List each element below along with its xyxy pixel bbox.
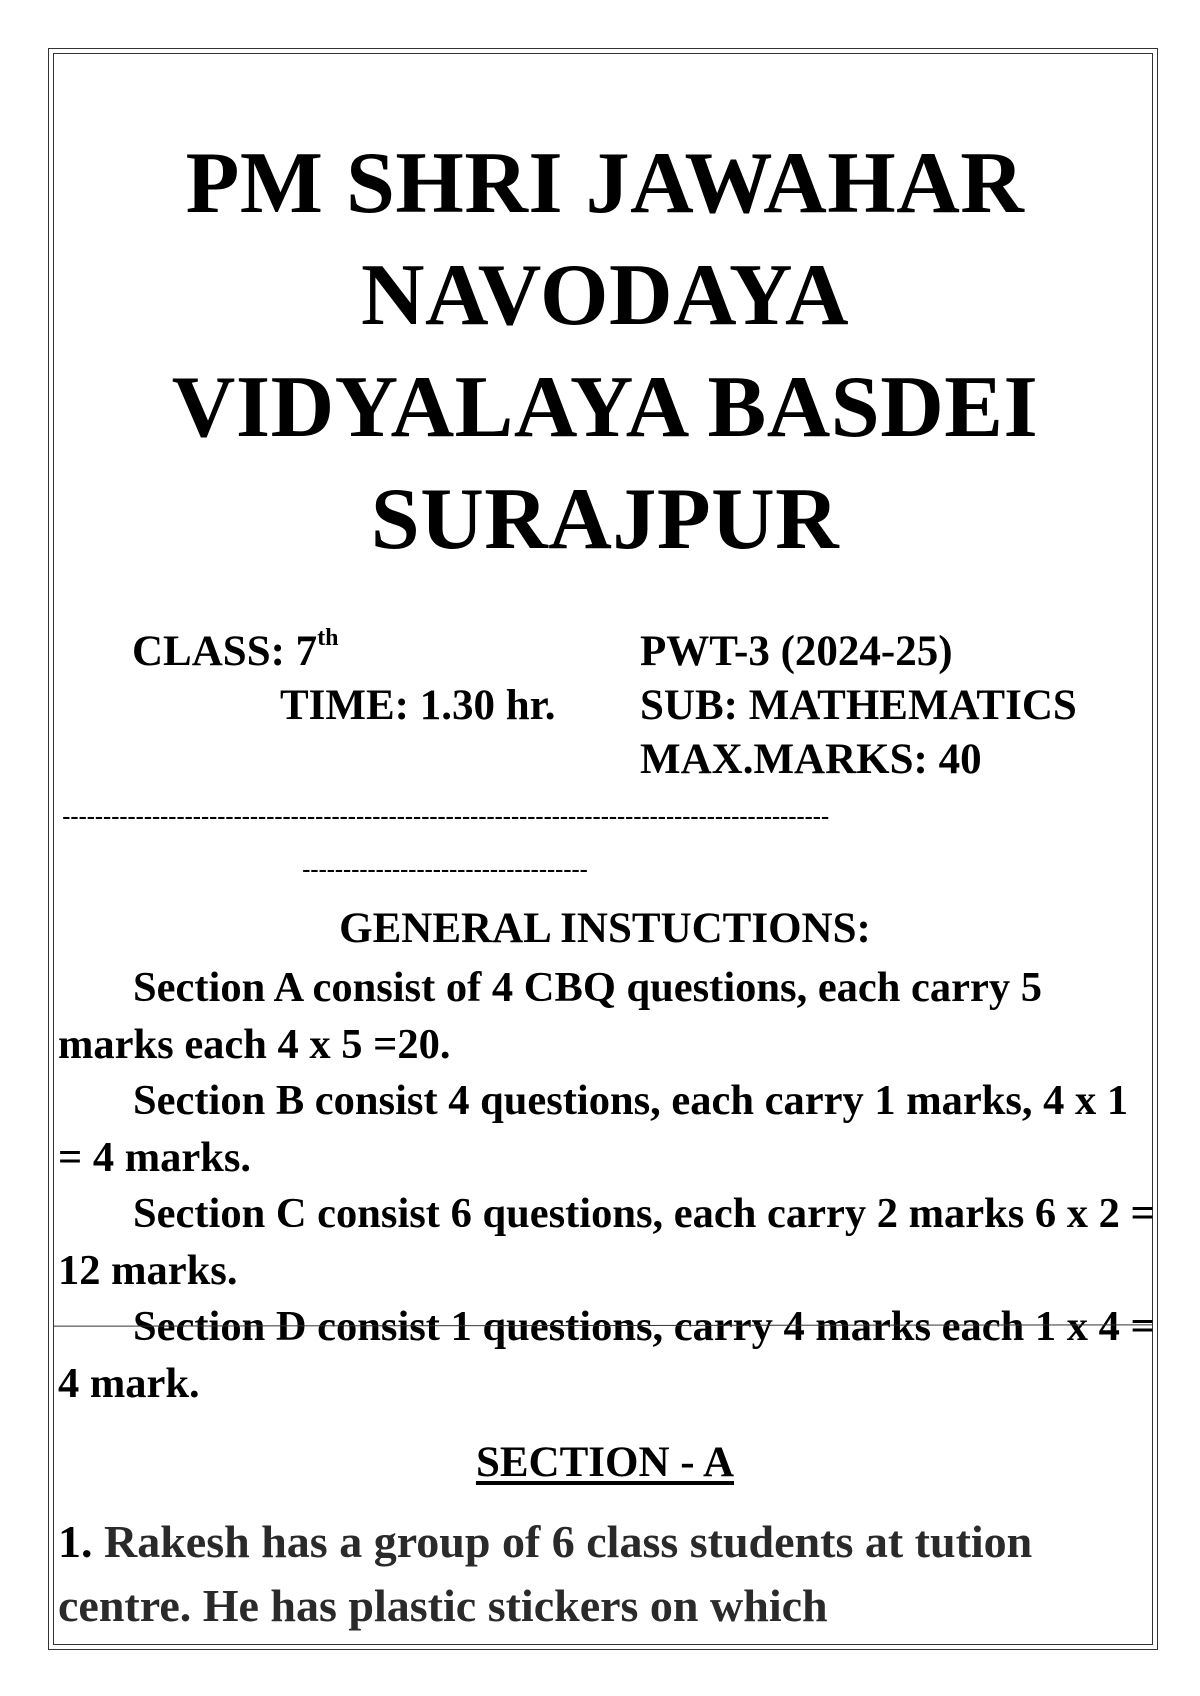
instructions-heading: GENERAL INSTUCTIONS:	[339, 905, 871, 952]
section-a-heading-text: SECTION - A	[475, 1439, 735, 1486]
max-marks-info: MAX.MARKS: 40	[640, 736, 982, 783]
school-title-line-2: NAVODAYA	[360, 247, 850, 344]
test-info: PWT-3 (2024-25)	[640, 628, 953, 675]
question-number: 1.	[58, 1516, 93, 1567]
school-title-line-1: PM SHRI JAWAHAR	[185, 135, 1025, 232]
school-title	[60, 128, 1150, 576]
separator-long: ----------------------------------------------------------------------------------------------	[62, 802, 829, 830]
time-info: TIME: 1.30 hr.	[280, 682, 556, 729]
school-title-line-4: SURAJPUR	[370, 471, 840, 568]
instruction-item-section-b: Section B consist 4 questions, each carry 1 marks, 4 x 1 = 4 marks.	[58, 1077, 1129, 1181]
question-1	[58, 1510, 1156, 1638]
instruction-item-section-c: Section C consist 6 questions, each carry 2 marks 6 x 2 = 12 marks.	[58, 1190, 1155, 1294]
section-a-heading	[60, 1436, 1150, 1490]
class-label: CLASS: 7	[132, 628, 318, 675]
question-text: Rakesh has a group of 6 class students at tution centre. He has plastic stickers on which	[58, 1516, 1033, 1631]
school-title-line-3: VIDYALAYA BASDEI	[171, 359, 1039, 456]
class-info	[132, 625, 339, 679]
instruction-item-section-d: Section D consist 1 questions, carry 4 marks each 1 x 4 = 4 mark.	[58, 1303, 1155, 1407]
separator-short: -----------------------------------	[302, 855, 588, 883]
class-superscript: th	[317, 625, 339, 651]
instructions-list	[58, 960, 1156, 1412]
subject-info: SUB: MATHEMATICS	[640, 682, 1077, 729]
instruction-item-section-a: Section A consist of 4 CBQ questions, each carry 5 marks each 4 x 5 =20.	[58, 964, 1043, 1068]
